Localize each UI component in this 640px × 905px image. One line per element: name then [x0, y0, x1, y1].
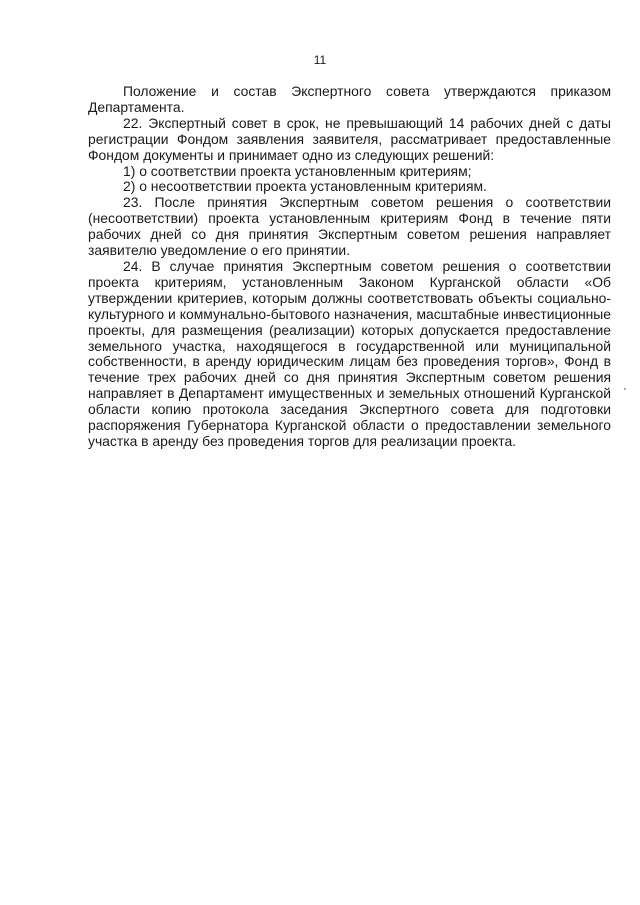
scan-speck [624, 388, 626, 390]
list-item-noncompliance: 2) о несоответствии проекта установленным критериям. [123, 178, 487, 195]
page-number: 11 [313, 53, 327, 67]
list-item-compliance: 1) о соответствии проекта установленным критериям; [123, 162, 472, 179]
paragraph-22: 22. Экспертный совет в срок, не превышающий 14 рабочих дней с даты регистрации Фондом заявления заявителя, рассматривает предоставленные Фондом документы и принимает одно из следующих решений: [88, 114, 611, 163]
paragraph-24: 24. В случае принятия Экспертным советом решения о соответствии проекта критериям, установленным Законом Курганской области «Об утверждении критериев, которым должны соответствовать объекты социально-культурного и коммунально-бытового назначения, масштабные инвестиционные проекты, для размещения (реализации) которых допускается предоставление земельного участка, находящегося в государственной или муниципальной собственности, в аренду юридическим лицам без проведения торгов», Фонд в течение трех рабочих дней со дня принятия Экспертным советом решения направляет в Департамент имущественных и земельных отношений Курганской области копию протокола заседания Экспертного совета для подготовки распоряжения Губернатора Курганской области о предоставлении земельного участка в аренду без проведения торгов для реализации проекта. [88, 257, 611, 449]
paragraph-council-composition: Положение и состав Экспертного совета утверждаются приказом Департамента. [88, 83, 611, 115]
document-body [88, 84, 611, 450]
paragraph-23: 23. После принятия Экспертным советом решения о соответствии (несоответствии) проекта установленным критериям Фонд в течение пяти рабочих дней со дня принятия Экспертным советом решения направляет заявителю уведомление о его принятии. [88, 194, 611, 259]
